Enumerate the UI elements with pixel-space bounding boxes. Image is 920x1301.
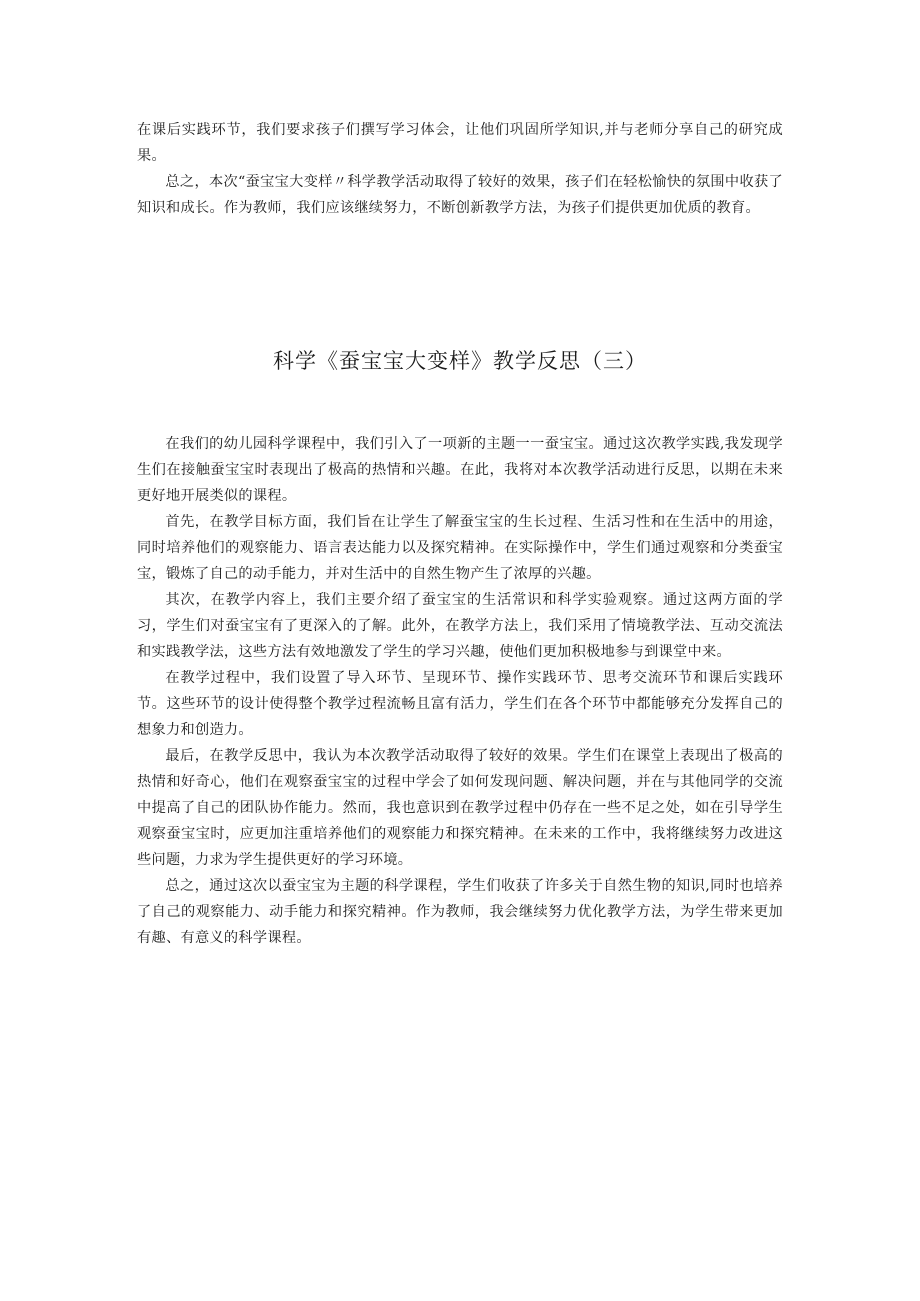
top-section: [137, 117, 783, 221]
paragraph: 在我们的幼儿园科学课程中，我们引入了一项新的主题一一蚕宝宝。通过这次教学实践,我发现学生们在接触蚕宝宝时表现出了极高的热情和兴趣。在此，我将对本次教学活动进行反思，以期在未来更好地开展类似的课程。: [137, 436, 783, 504]
paragraph: 总之，本次“蚕宝宝大变样〃科学教学活动取得了较好的效果，孩子们在轻松愉快的氛围中收获了知识和成长。作为教师，我们应该继续努力，不断创新教学方法，为孩子们提供更加优质的教育。: [137, 174, 783, 216]
article-title: 科学《蚕宝宝大变样》教学反思（三）: [273, 349, 647, 373]
paragraph: 在课后实践环节，我们要求孩子们撰写学习体会，让他们巩固所学知识,并与老师分享自己的研究成果。: [137, 122, 783, 164]
paragraph: 其次，在教学内容上，我们主要介绍了蚕宝宝的生活常识和科学实验观察。通过这两方面的学习，学生们对蚕宝宝有了更深入的了解。此外，在教学方法上，我们采用了情境教学法、互动交流法和实践教学法，这些方法有效地激发了学生的学习兴趣，使他们更加积极地参与到课堂中来。: [137, 592, 783, 660]
article-body: [137, 431, 783, 951]
paragraph: 在教学过程中，我们设置了导入环节、呈现环节、操作实践环节、思考交流环节和课后实践环节。这些环节的设计使得整个教学过程流畅且富有活力，学生们在各个环节中都能够充分发挥自己的想象力和创造力。: [137, 670, 783, 738]
paragraph: 总之，通过这次以蚕宝宝为主题的科学课程，学生们收获了许多关于自然生物的知识,同时也培养了自己的观察能力、动手能力和探究精神。作为教师，我会继续努力优化教学方法，为学生带来更加有趣、有意义的科学课程。: [137, 878, 783, 946]
paragraph: 最后，在教学反思中，我认为本次教学活动取得了较好的效果。学生们在课堂上表现出了极高的热情和好奇心，他们在观察蚕宝宝的过程中学会了如何发现问题、解决问题，并在与其他同学的交流中提高了自己的团队协作能力。然而，我也意识到在教学过程中仍存在一些不足之处，如在引导学生观察蚕宝宝时，应更加注重培养他们的观察能力和探究精神。在未来的工作中，我将继续努力改进这些问题，力求为学生提供更好的学习环境。: [137, 748, 783, 868]
paragraph: 首先，在教学目标方面，我们旨在让学生了解蚕宝宝的生长过程、生活习性和在生活中的用途，同时培养他们的观察能力、语言表达能力以及探究精神。在实际操作中，学生们通过观察和分类蚕宝宝，锻炼了自己的动手能力，并对生活中的自然生物产生了浓厚的兴趣。: [137, 514, 783, 582]
